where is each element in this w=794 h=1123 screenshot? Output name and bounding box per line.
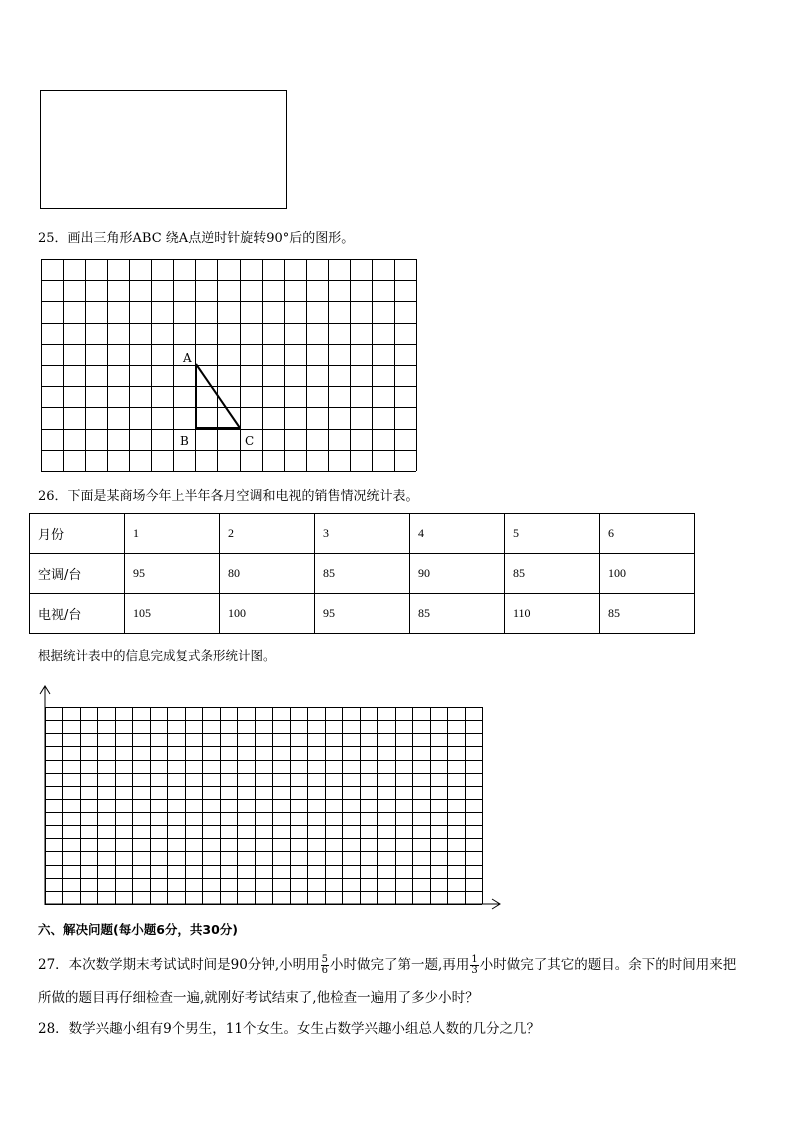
table-cell: 95 <box>125 554 220 594</box>
chart-instruction: 根据统计表中的信息完成复式条形统计图。 <box>38 648 276 663</box>
table-cell: 空调/台 <box>30 554 125 594</box>
table-cell: 6 <box>600 514 695 554</box>
section-6-title: 六、解决问题(每小题6分，共30分) <box>38 922 239 937</box>
table-cell: 85 <box>315 554 410 594</box>
table-cell: 85 <box>410 594 505 634</box>
fraction-numerator: 1 <box>471 954 478 965</box>
table-cell: 5 <box>505 514 600 554</box>
table-cell: 月份 <box>30 514 125 554</box>
fraction-1-3 <box>470 955 478 976</box>
table-cell: 4 <box>410 514 505 554</box>
question-27-part3: 小时做完了其它的题目。余下的时间用来把 <box>479 957 737 973</box>
table-cell: 100 <box>220 594 315 634</box>
question-27-part1: 27．本次数学期末考试试时间是90分钟,小明用 <box>38 957 320 973</box>
table-cell: 电视/台 <box>30 594 125 634</box>
question-27-part2: 小时做完了第一题,再用 <box>330 957 470 973</box>
table-cell: 110 <box>505 594 600 634</box>
point-a-label: A <box>183 351 192 365</box>
table-cell: 80 <box>220 554 315 594</box>
fraction-5-6 <box>321 955 329 976</box>
question-26: 26．下面是某商场今年上半年各月空调和电视的销售情况统计表。 <box>38 489 419 504</box>
table-cell: 1 <box>125 514 220 554</box>
table-cell: 95 <box>315 594 410 634</box>
table-cell: 100 <box>600 554 695 594</box>
table-cell: 85 <box>600 594 695 634</box>
point-c-label: C <box>245 434 255 448</box>
fraction-denominator: 3 <box>471 965 478 976</box>
table-cell: 85 <box>505 554 600 594</box>
question-28: 28．数学兴趣小组有9个男生，11个女生。女生占数学兴趣小组总人数的几分之几？ <box>38 1021 540 1037</box>
y-axis <box>40 686 50 905</box>
table-cell: 3 <box>315 514 410 554</box>
table-cell: 90 <box>410 554 505 594</box>
question-25: 25．画出三角形ABC 绕A点逆时针旋转90°后的图形。 <box>38 231 355 246</box>
fraction-denominator: 6 <box>321 965 329 976</box>
point-b-label: B <box>180 434 189 448</box>
question-27-line2: 所做的题目再仔细检查一遍,就刚好考试结束了,他检查一遍用了多少小时？ <box>38 990 479 1006</box>
question-27-line1 <box>38 955 736 976</box>
table-cell: 2 <box>220 514 315 554</box>
table-cell: 105 <box>125 594 220 634</box>
fraction-numerator: 5 <box>321 954 329 965</box>
